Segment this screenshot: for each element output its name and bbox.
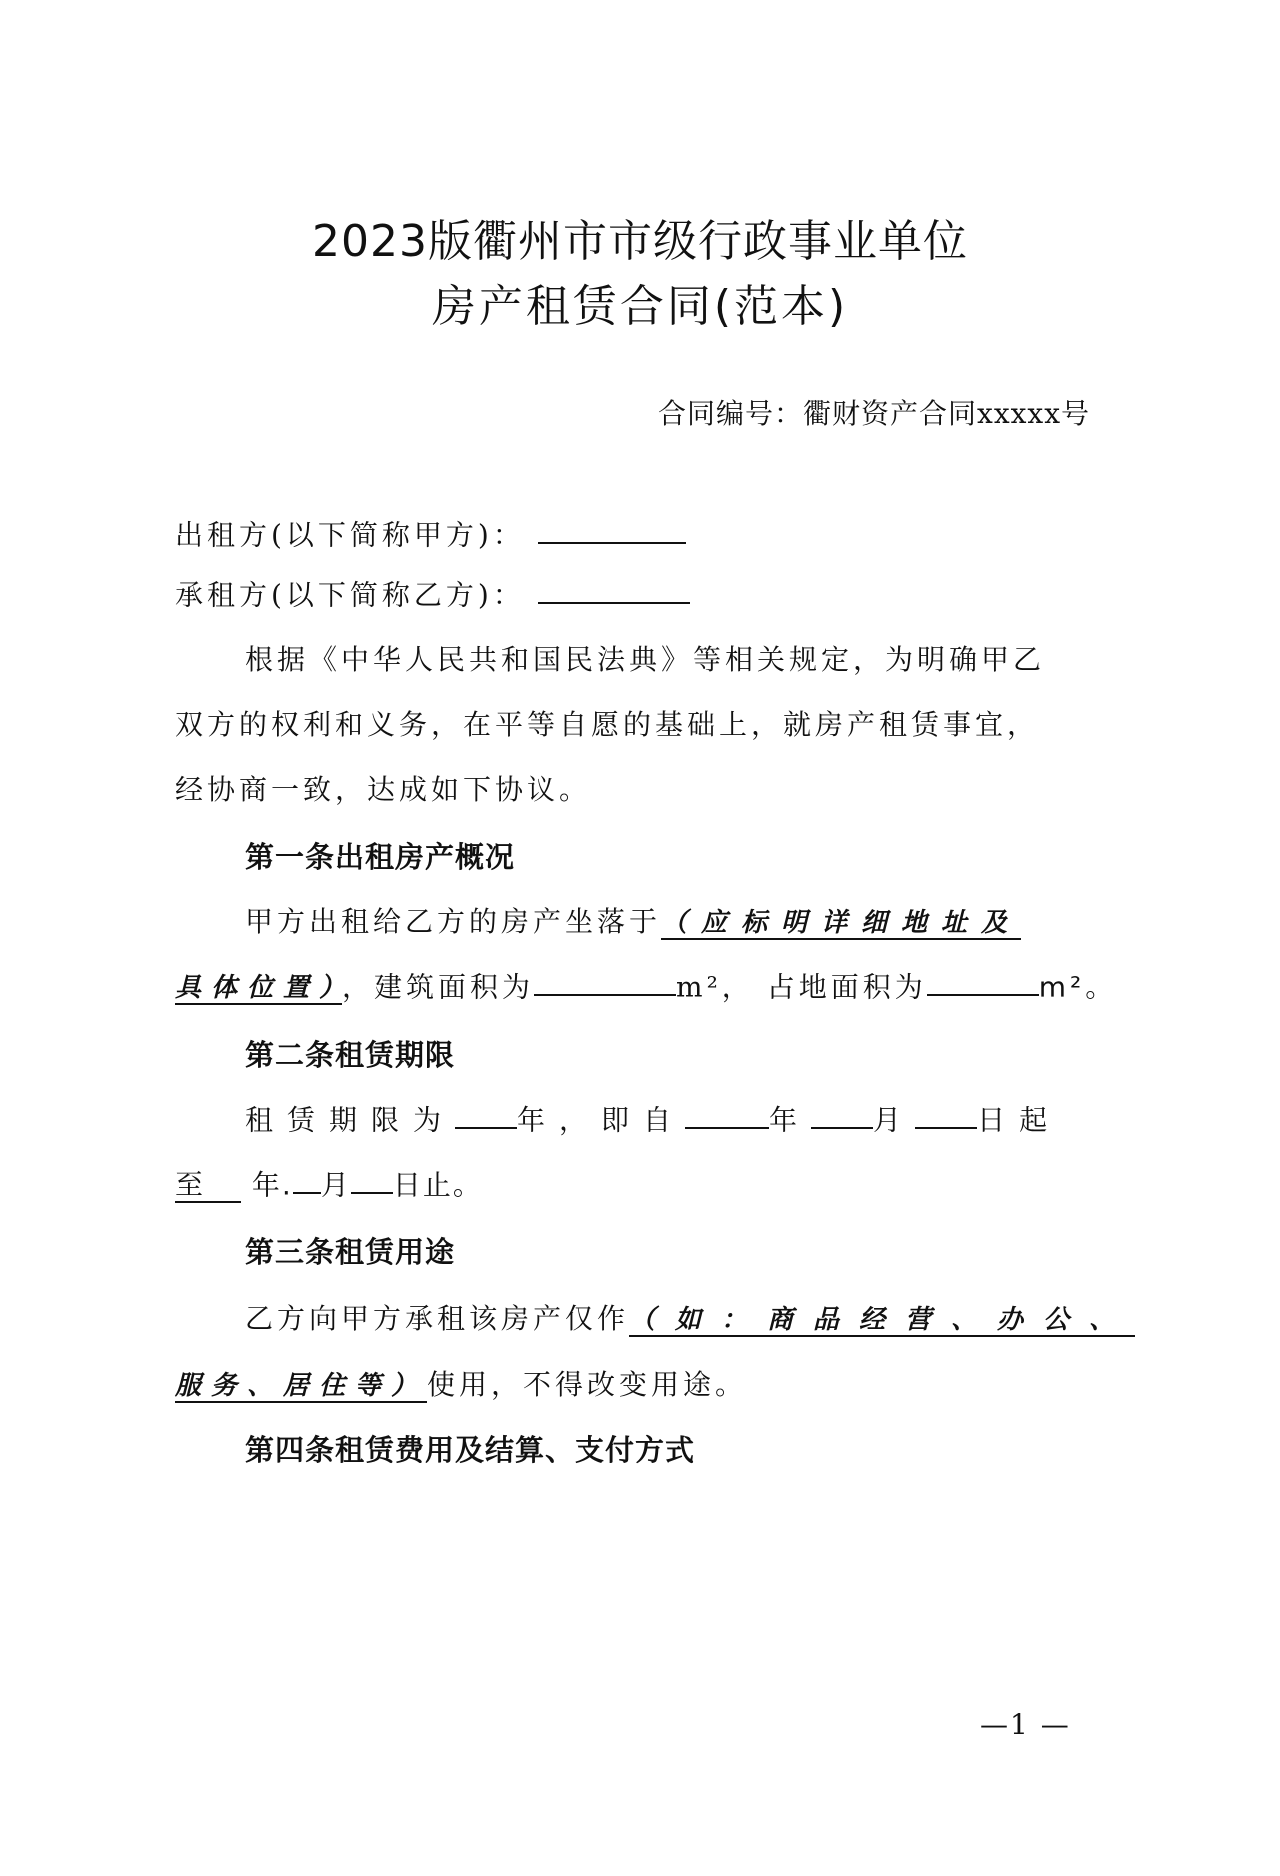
building-area-label: ，建筑面积为 [342, 970, 535, 1004]
preamble-line-1: 根据《中华人民共和国民法典》等相关规定，为明确甲乙 [245, 643, 1046, 676]
article-3-line-1 [245, 1297, 1175, 1337]
document-title-line-2: 房产租赁合同(范本) [431, 281, 849, 332]
lessor-label: 出租方(以下简称甲方)： [175, 518, 525, 552]
end-year-unit: 年. [251, 1168, 293, 1202]
end-to-label: 至 [175, 1168, 241, 1203]
usage-fill-part-2: 服务、居住等） [175, 1371, 428, 1401]
building-area-blank [534, 965, 676, 996]
start-year-blank [685, 1098, 769, 1129]
document-title-line-1: 2023版衢州市市级行政事业单位 [312, 216, 968, 267]
land-area-blank [927, 965, 1039, 996]
article-2-line-2 [175, 1163, 1105, 1203]
start-month-blank [811, 1098, 873, 1129]
end-day-blank [351, 1163, 393, 1194]
article-4-heading: 第四条租赁费用及结算、支付方式 [245, 1433, 696, 1467]
article-3-suffix: 使用，不得改变用途。 [427, 1368, 748, 1401]
building-area-unit: m²， [676, 970, 754, 1004]
lessee-label: 承租方(以下简称乙方)： [175, 578, 525, 612]
contract-number: 合同编号：衢财资产合同xxxxx号 [658, 397, 1090, 430]
start-day-blank [915, 1098, 977, 1129]
start-month-unit: 月 [873, 1103, 916, 1137]
article-2-heading: 第二条租赁期限 [245, 1038, 456, 1072]
lessee-blank [538, 573, 690, 604]
term-years-unit: 年，即自 [517, 1103, 686, 1137]
preamble-line-2: 双方的权利和义务，在平等自愿的基础上，就房产租赁事宜， [175, 708, 1040, 741]
lessor-blank [538, 513, 686, 544]
article-3-prefix: 乙方向甲方承租该房产仅作 [245, 1302, 630, 1335]
start-day-unit: 日起 [977, 1103, 1062, 1137]
article-1-heading: 第一条出租房产概况 [245, 840, 516, 874]
end-month-blank [293, 1163, 321, 1194]
article-3-heading: 第三条租赁用途 [245, 1235, 456, 1269]
address-fill-part-1: （应标明详细地址及 [661, 908, 1022, 938]
land-area-unit: m²。 [1038, 970, 1118, 1004]
article-3-line-2 [175, 1363, 1105, 1403]
lessee-line [175, 573, 1105, 613]
end-month-unit: 月 [320, 1168, 351, 1202]
usage-fill-part-1: （如：商品经营、办公、 [629, 1305, 1136, 1335]
start-year-unit: 年 [769, 1103, 812, 1137]
address-fill-part-2: 具体位置） [175, 973, 343, 1004]
term-label: 租赁期限为 [245, 1103, 456, 1137]
article-1-line-1 [245, 900, 1175, 940]
land-area-label: 占地面积为 [766, 970, 927, 1004]
term-years-blank [455, 1098, 517, 1129]
article-2-line-1 [245, 1098, 1175, 1138]
article-1-line-2 [175, 965, 1118, 1005]
preamble-line-3: 经协商一致，达成如下协议。 [175, 773, 592, 806]
page-number: —1 — [980, 1708, 1071, 1741]
end-day-unit: 日止。 [392, 1168, 483, 1202]
article-1-prefix: 甲方出租给乙方的房产坐落于 [245, 905, 662, 938]
lessor-line [175, 513, 1105, 553]
